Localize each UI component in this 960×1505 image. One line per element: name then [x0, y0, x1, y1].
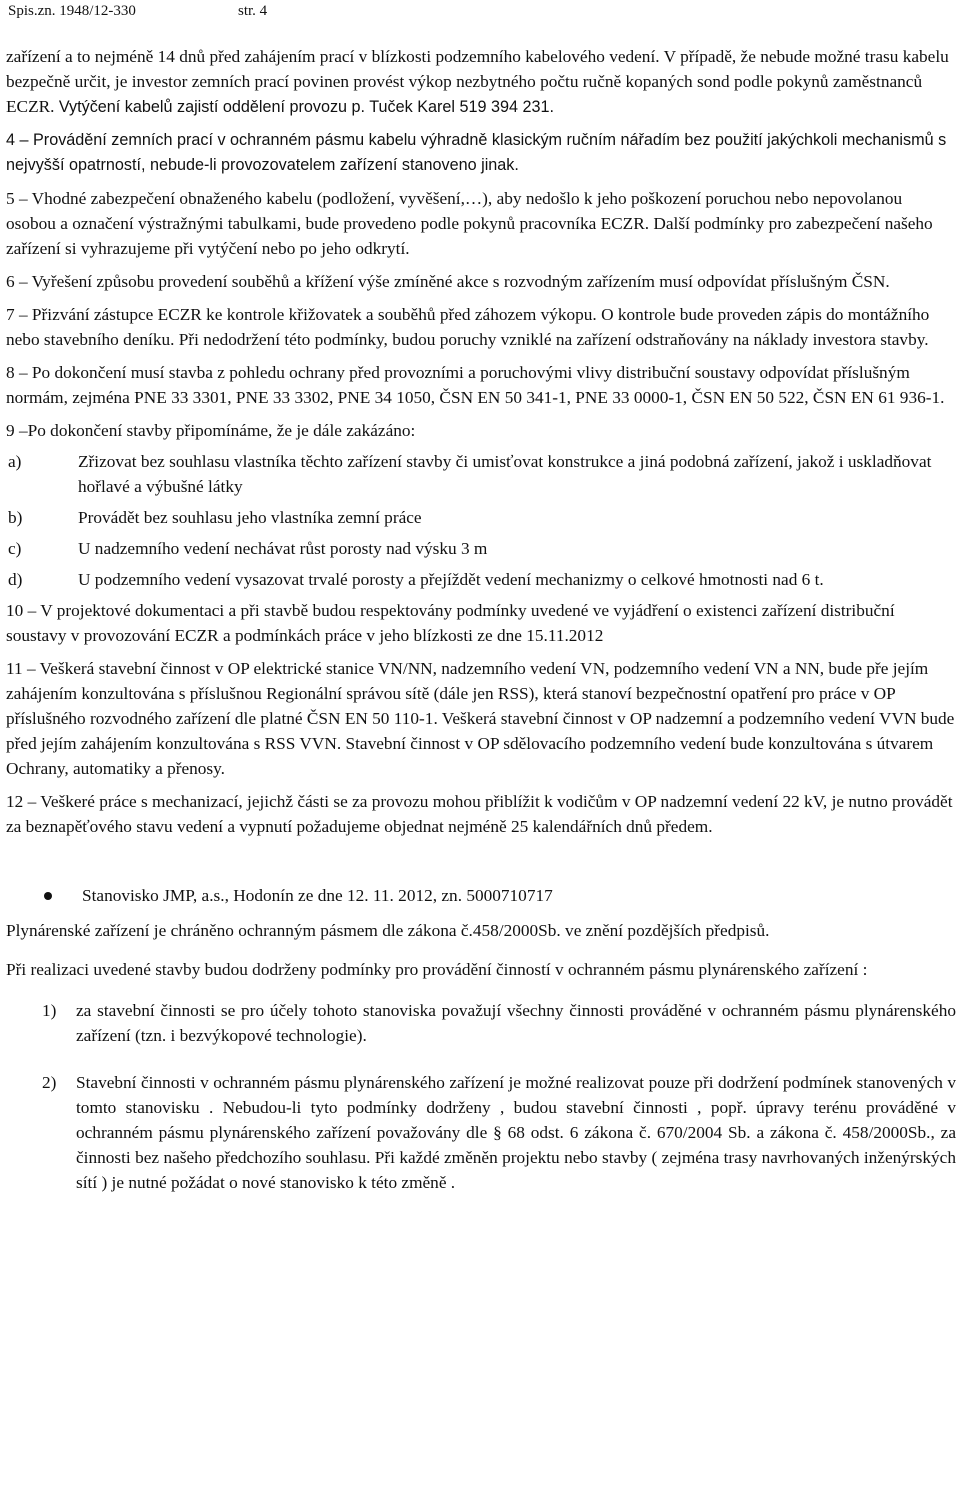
paragraph-10: 10 – V projektové dokumentaci a při stavbě budou respektovány podmínky uvedené ve vyjádření o existenci zařízení distribuční soustavy v provozování ECZR a podmínkách práce v jeho blízkosti ze dne 15.11.2012 — [6, 601, 895, 645]
gas-list-item-text: za stavební činnosti se pro účely tohoto stanoviska považují všechny činnosti prováděné v ochranném pásmu plynárenského zařízení (tzn. i bezvýkopové technologie). — [76, 1001, 956, 1045]
paragraph-12: 12 – Veškeré práce s mechanizací, jejichž části se za provozu mohou přiblížit k vodičům v OP nadzemní vedení 22 kV, je nutno provádět za beznapěťového stavu vedení a vypnutí požadujeme objednat nejméně 25 kalendářních dnů předem. — [6, 792, 953, 836]
file-number: Spis.zn. 1948/12-330 — [8, 3, 136, 19]
paragraph-8: 8 – Po dokončení musí stavba z pohledu ochrany před provozními a poruchovými vlivy distribuční soustavy odpovídat příslušným normám, zejména PNE 33 3301, PNE 33 3302, PNE 34 1050, ČSN EN 50 341-1, PNE 33 0000-1, ČSN EN 50 522, ČSN EN 61 936-1. — [6, 363, 945, 407]
intro-contact-text: Vytýčení kabelů zajistí oddělení provozu p. Tuček Karel 519 394 231. — [58, 98, 555, 116]
gas-list-item-text: Stavební činnosti v ochranném pásmu plynárenského zařízení je možné realizovat pouze při dodržení podmínek stanovených v tomto stanovisku . Nebudou-li tyto podmínky dodrženy , budou stavební činnosti , popř. úpravy terénu prováděné v ochranném pásmu plynárenského zařízení považovány dle § 68 odst. 6 zákona č. 670/2004 Sb. a zákona č. 458/2000Sb., za činnosti bez našeho předchozího souhlasu. Při každé změněn projektu nebo stavby ( zejména trasy navrhovaných inženýrských sítí ) je nutné požádat o nové stanovisko k této změně . — [76, 1073, 956, 1192]
list-item-text: Provádět bez souhlasu jeho vlastníka zemní práce — [78, 508, 422, 527]
intro-text: zařízení a to nejméně 14 dnů před zahájením prací v blízkosti podzemního kabelového vedení. V případě, že nebude možné trasu kabelu bezpečně určit, je investor zemních prací povinen provést výkop nezbytného počtu ručně kopaných sond podle pokynů zaměstnanců ECZR. — [6, 47, 949, 116]
page-number: str. 4 — [238, 3, 268, 19]
statement-title: Stanovisko JMP, a.s., Hodonín ze dne 12. 11. 2012, zn. 5000710717 — [82, 886, 553, 905]
gas-list-item-label: 1) — [42, 1001, 57, 1020]
bullet-icon — [44, 892, 52, 900]
paragraph-intro — [6, 44, 956, 120]
paragraph-4: 4 – Provádění zemních prací v ochranném pásmu kabelu výhradně klasickým ručním nářadím bez použití jakýchkoli mechanismů s nejvyšší opatrností, nebude-li provozovatelem zařízení stanoveno jinak. — [6, 131, 947, 174]
paragraph-5-text-a: 5 – Vhodné zabezpečení obnaženého kabelu (podložení, vyvěšení,…), aby nedošlo k jeho poškození poruchou nebo nepovolanou osobou a označení výstražnými tabulkami, bude provedeno podle pokynů pracovníka ECZR. — [6, 189, 903, 233]
paragraph-5-text-b: Další podmínky pro zabezpečení našeho zařízení si vyhrazujeme při vytýčení nebo po jeho odkrytí. — [6, 214, 933, 258]
paragraph-11: 11 – Veškerá stavební činnost v OP elektrické stanice VN/NN, nadzemního vedení VN, podzemního vedení VN a NN, bude pře jejím zahájením konzultována s příslušnou Regionální správou sítě (dále jen RSS), která stanoví bezpečnostní opatření pro práce v OP příslušného rozvodného zařízení dle platné ČSN EN 50 110-1. Veškerá stavební činnost v OP nadzemní a podzemního vedení VVN bude před jejím zahájením konzultována s RSS VVN. Stavební činnost v OP sdělovacího podzemního vedení bude konzultována s útvarem Ochrany, automatiky a přenosy. — [6, 659, 955, 778]
list-item-label: b) — [8, 508, 23, 527]
gas-paragraph-2: Při realizaci uvedené stavby budou dodrženy podmínky pro provádění činností v ochranném pásmu plynárenského zařízení : — [6, 960, 868, 979]
list-item-label: c) — [8, 539, 22, 558]
gas-list-item — [6, 998, 956, 1048]
paragraph-6: 6 – Vyřešení způsobu provedení souběhů a křížení výše zmíněné akce s rozvodným zařízením musí odpovídat příslušným ČSN. — [6, 272, 890, 291]
paragraph-7: 7 – Přizvání zástupce ECZR ke kontrole křižovatek a souběhů před záhozem výkopu. O kontrole bude proveden zápis do montážního nebo stavebního deníku. Při nedodržení této podmínky, budou poruchy vzniklé na zařízení odstraňovány na náklady investora stavby. — [6, 305, 930, 349]
statement-bullet — [6, 883, 956, 908]
list-item — [6, 567, 956, 592]
list-item-label: d) — [8, 570, 23, 589]
paragraph-9: 9 –Po dokončení stavby připomínáme, že je dále zakázáno: — [6, 421, 416, 440]
list-item — [6, 505, 956, 530]
list-item-text: U podzemního vedení vysazovat trvalé porosty a přejíždět vedení mechanizmy o celkové hmotnosti nad 6 t. — [78, 570, 824, 589]
list-item-text: Zřizovat bez souhlasu vlastníka těchto zařízení stavby či umisťovat konstrukce a jiná podobná zařízení, jakož i uskladňovat hořlavé a výbušné látky — [78, 452, 932, 496]
paragraph-5 — [6, 186, 956, 261]
list-item — [6, 449, 956, 499]
page-header — [6, 0, 956, 22]
document-page — [6, 0, 956, 1195]
list-item-text: U nadzemního vedení nechávat růst porosty nad výsku 3 m — [78, 539, 488, 558]
gas-list-item — [6, 1070, 956, 1195]
prohibition-list — [6, 449, 956, 592]
list-item — [6, 536, 956, 561]
gas-list-item-label: 2) — [42, 1073, 57, 1092]
gas-paragraph-1: Plynárenské zařízení je chráněno ochranným pásmem dle zákona č.458/2000Sb. ve znění pozdějších předpisů. — [6, 921, 770, 940]
list-item-label: a) — [8, 452, 22, 471]
